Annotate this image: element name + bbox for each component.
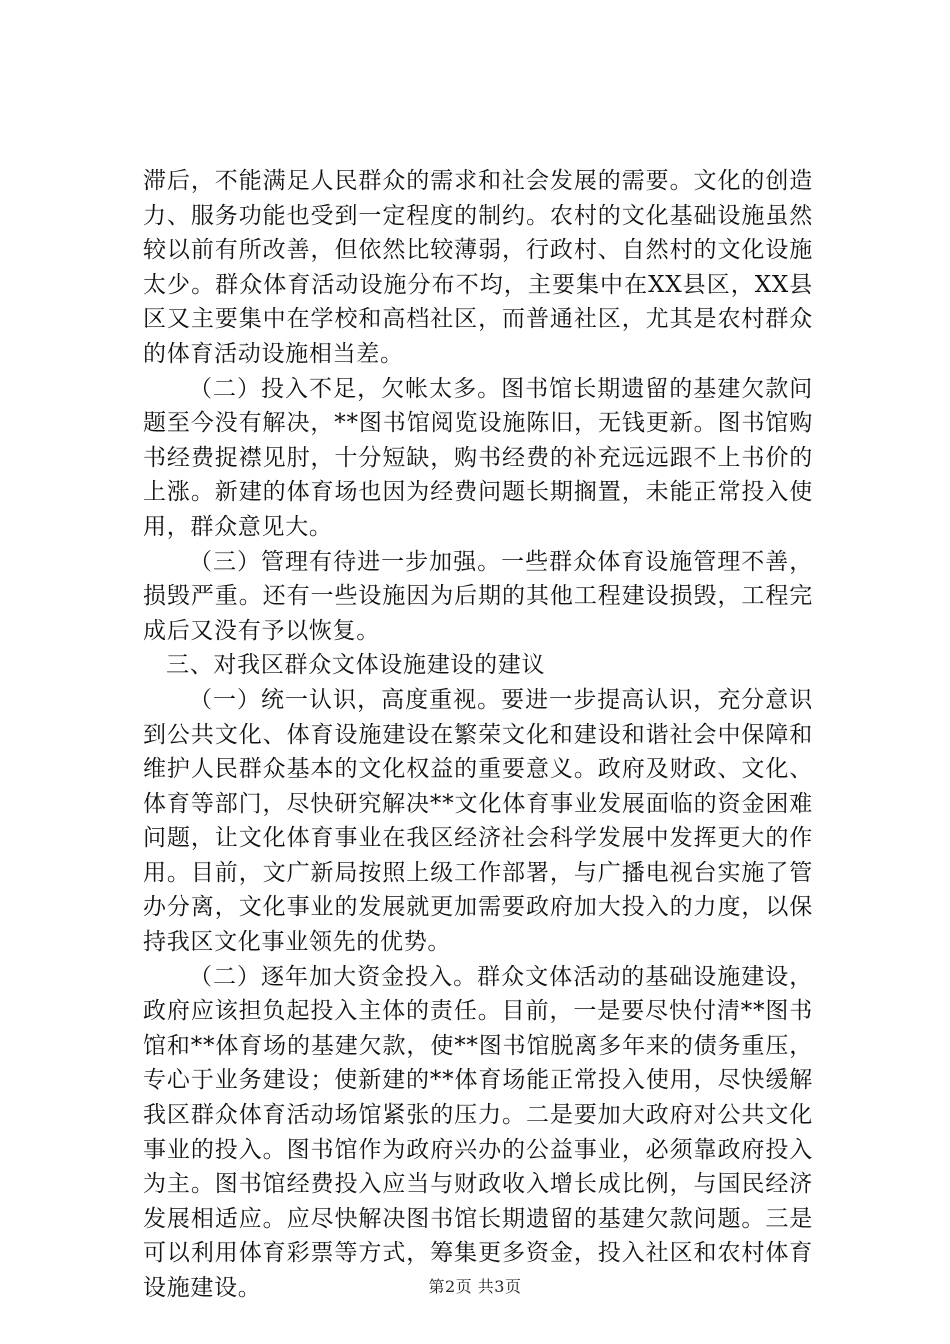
page-number-footer: 第2页 共3页 — [428, 1277, 522, 1296]
paragraph-continuation: 滞后，不能满足人民群众的需求和社会发展的需要。文化的创造力、服务功能也受到一定程度的制约。农村的文化基础设施虽然较以前有所改善，但依然比较薄弱，行政村、自然村的文化设施太少。群众体育活动设施分布不均，主要集中在XX县区，XX县区又主要集中在学校和高档社区，而普通社区，尤其是农村群众的体育活动设施相当差。 — [143, 168, 813, 367]
section-heading-suggestions: 三、对我区群众文体设施建设的建议 — [166, 652, 546, 679]
paragraph-unified-understanding: （一）统一认识，高度重视。要进一步提高认识，充分意识到公共文化、体育设施建设在繁荣文化和建设和谐社会中保障和维护人民群众基本的文化权益的重要意义。政府及财政、文化、体育等部门，尽快研究解决**文化体育事业发展面临的资金困难问题，让文化体育事业在我区经济社会科学发展中发挥更大的作用。目前，文广新局按照上级工作部署，与广播电视台实施了管办分离，文化事业的发展就更加需要政府加大投入的力度，以保持我区文化事业领先的优势。 — [143, 686, 813, 956]
paragraph-funding-increase: （二）逐年加大资金投入。群众文体活动的基础设施建设，政府应该担负起投入主体的责任。目前，一是要尽快付清**图书馆和**体育场的基建欠款，使**图书馆脱离多年来的债务重压，专心于业务建设；使新建的**体育场能正常投入使用，尽快缓解我区群众体育活动场馆紧张的压力。二是要加大政府对公共文化事业的投入。图书馆作为政府兴办的公益事业，必须靠政府投入为主。图书馆经费投入应当与财政收入增长成比例，与国民经济发展相适应。应尽快解决图书馆长期遗留的基建欠款问题。三是可以利用体育彩票等方式，筹集更多资金，投入社区和农村体育设施建设。 — [143, 963, 813, 1301]
paragraph-investment-shortage: （二）投入不足，欠帐太多。图书馆长期遗留的基建欠款问题至今没有解决，**图书馆阅览设施陈旧，无钱更新。图书馆购书经费捉襟见肘，十分短缺，购书经费的补充远远跟不上书价的上涨。新建的体育场也因为经费问题长期搁置，未能正常投入使用，群众意见大。 — [143, 375, 813, 540]
paragraph-management: （三）管理有待进一步加强。一些群众体育设施管理不善，损毁严重。还有一些设施因为后期的其他工程建设损毁，工程完成后又没有予以恢复。 — [143, 548, 813, 644]
document-body — [143, 164, 813, 1306]
